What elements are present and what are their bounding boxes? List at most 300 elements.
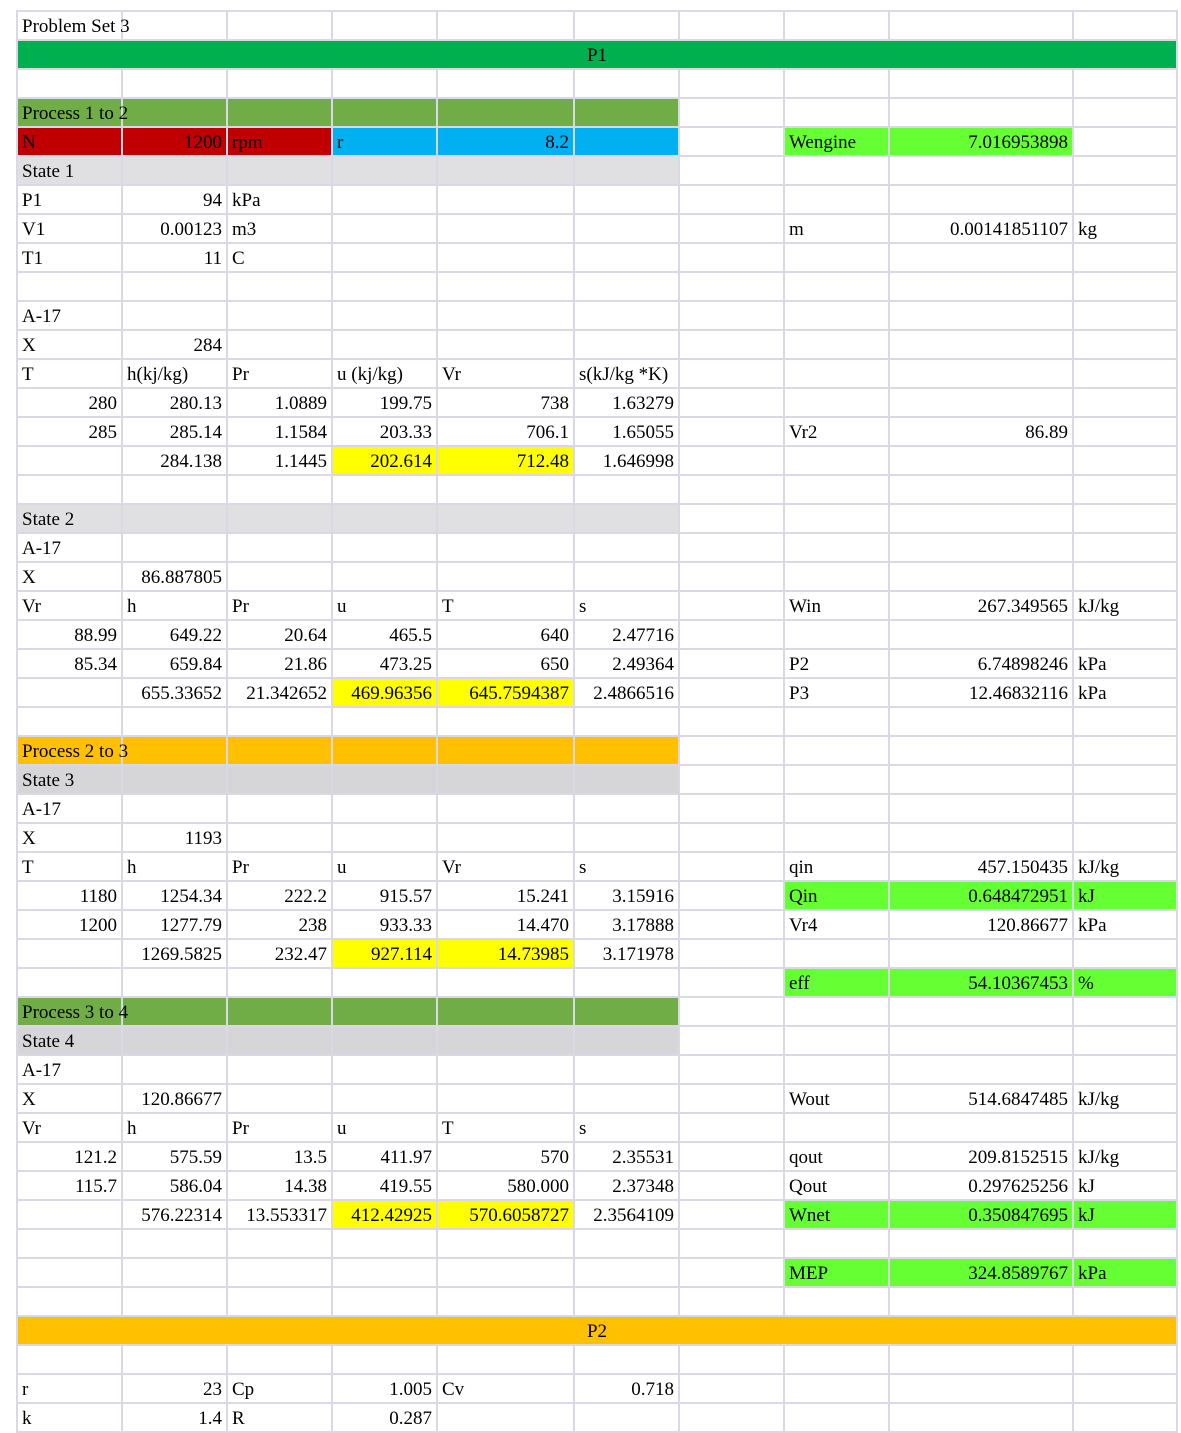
empty-cell[interactable]	[1073, 1113, 1177, 1142]
empty-cell[interactable]	[574, 127, 679, 156]
empty-cell[interactable]	[17, 707, 122, 736]
empty-cell[interactable]	[332, 301, 437, 330]
empty-cell[interactable]	[227, 156, 332, 185]
data-cell[interactable]: 738	[437, 388, 574, 417]
empty-cell[interactable]	[889, 185, 1073, 214]
empty-cell[interactable]	[1073, 388, 1177, 417]
wout-unit[interactable]: kJ/kg	[1073, 1084, 1177, 1113]
empty-cell[interactable]	[784, 1229, 889, 1258]
empty-cell[interactable]	[332, 1229, 437, 1258]
empty-cell[interactable]	[574, 243, 679, 272]
p1-unit[interactable]: kPa	[227, 185, 332, 214]
highlight-cell[interactable]: 712.48	[437, 446, 574, 475]
empty-cell[interactable]	[1073, 504, 1177, 533]
empty-cell[interactable]	[784, 98, 889, 127]
empty-cell[interactable]	[679, 504, 784, 533]
empty-cell[interactable]	[122, 997, 227, 1026]
empty-cell[interactable]	[889, 359, 1073, 388]
header-cell[interactable]: Vr	[437, 852, 574, 881]
empty-cell[interactable]	[227, 823, 332, 852]
data-cell[interactable]: 14.470	[437, 910, 574, 939]
empty-cell[interactable]	[437, 823, 574, 852]
empty-cell[interactable]	[889, 446, 1073, 475]
empty-cell[interactable]	[1073, 1026, 1177, 1055]
empty-cell[interactable]	[227, 1084, 332, 1113]
empty-cell[interactable]	[889, 243, 1073, 272]
empty-cell[interactable]	[17, 475, 122, 504]
k-value[interactable]: 1.4	[122, 1403, 227, 1432]
p1-label[interactable]: P1	[17, 185, 122, 214]
empty-cell[interactable]	[679, 1113, 784, 1142]
vr4-value[interactable]: 120.86677	[889, 910, 1073, 939]
empty-cell[interactable]	[122, 1026, 227, 1055]
data-cell[interactable]: 285	[17, 417, 122, 446]
empty-cell[interactable]	[227, 765, 332, 794]
cp-label[interactable]: Cp	[227, 1374, 332, 1403]
empty-cell[interactable]	[437, 1055, 574, 1084]
data-cell[interactable]: 115.7	[17, 1171, 122, 1200]
empty-cell[interactable]	[679, 1258, 784, 1287]
empty-cell[interactable]	[784, 446, 889, 475]
data-cell[interactable]: 1.646998	[574, 446, 679, 475]
empty-cell[interactable]	[122, 475, 227, 504]
header-cell[interactable]: T	[17, 359, 122, 388]
data-cell[interactable]: 3.171978	[574, 939, 679, 968]
empty-cell[interactable]	[784, 533, 889, 562]
empty-cell[interactable]	[437, 997, 574, 1026]
v1-label[interactable]: V1	[17, 214, 122, 243]
empty-cell[interactable]	[574, 330, 679, 359]
highlight-cell[interactable]: 202.614	[332, 446, 437, 475]
data-cell[interactable]: 284.138	[122, 446, 227, 475]
empty-cell[interactable]	[574, 736, 679, 765]
data-cell[interactable]: 649.22	[122, 620, 227, 649]
empty-cell[interactable]	[679, 620, 784, 649]
empty-cell[interactable]	[1073, 69, 1177, 98]
wnet-unit[interactable]: kJ	[1073, 1200, 1177, 1229]
cp-value[interactable]: 1.005	[332, 1374, 437, 1403]
empty-cell[interactable]	[679, 11, 784, 40]
x-value[interactable]: 86.887805	[122, 562, 227, 591]
empty-cell[interactable]	[889, 736, 1073, 765]
p2-header[interactable]: P2	[17, 1316, 1177, 1345]
header-cell[interactable]: u	[332, 591, 437, 620]
state-3-label[interactable]: State 3	[17, 765, 122, 794]
p2-value[interactable]: 6.74898246	[889, 649, 1073, 678]
data-cell[interactable]: 576.22314	[122, 1200, 227, 1229]
empty-cell[interactable]	[122, 98, 227, 127]
empty-cell[interactable]	[227, 997, 332, 1026]
sheet-title[interactable]: Problem Set 3	[17, 11, 122, 40]
empty-cell[interactable]	[574, 214, 679, 243]
empty-cell[interactable]	[437, 968, 574, 997]
empty-cell[interactable]	[227, 330, 332, 359]
empty-cell[interactable]	[437, 11, 574, 40]
empty-cell[interactable]	[437, 1229, 574, 1258]
empty-cell[interactable]	[122, 1258, 227, 1287]
empty-cell[interactable]	[784, 11, 889, 40]
empty-cell[interactable]	[574, 533, 679, 562]
empty-cell[interactable]	[437, 156, 574, 185]
vr4-label[interactable]: Vr4	[784, 910, 889, 939]
header-cell[interactable]: h(kj/kg)	[122, 359, 227, 388]
data-cell[interactable]: 203.33	[332, 417, 437, 446]
data-cell[interactable]: 21.86	[227, 649, 332, 678]
empty-cell[interactable]	[227, 69, 332, 98]
empty-cell[interactable]	[574, 98, 679, 127]
empty-cell[interactable]	[1073, 156, 1177, 185]
n-unit[interactable]: rpm	[227, 127, 332, 156]
header-cell[interactable]: h	[122, 1113, 227, 1142]
empty-cell[interactable]	[784, 1403, 889, 1432]
empty-cell[interactable]	[679, 475, 784, 504]
empty-cell[interactable]	[227, 1287, 332, 1316]
empty-cell[interactable]	[784, 156, 889, 185]
data-cell[interactable]: 1254.34	[122, 881, 227, 910]
qout-lower-unit[interactable]: kJ/kg	[1073, 1142, 1177, 1171]
empty-cell[interactable]	[574, 794, 679, 823]
data-cell[interactable]: 933.33	[332, 910, 437, 939]
empty-cell[interactable]	[1073, 707, 1177, 736]
empty-cell[interactable]	[679, 446, 784, 475]
empty-cell[interactable]	[679, 1200, 784, 1229]
m-unit[interactable]: kg	[1073, 214, 1177, 243]
empty-cell[interactable]	[227, 1229, 332, 1258]
header-cell[interactable]: u (kj/kg)	[332, 359, 437, 388]
empty-cell[interactable]	[574, 272, 679, 301]
empty-cell[interactable]	[679, 910, 784, 939]
highlight-cell[interactable]: 412.42925	[332, 1200, 437, 1229]
data-cell[interactable]: 465.5	[332, 620, 437, 649]
empty-cell[interactable]	[227, 794, 332, 823]
empty-cell[interactable]	[784, 736, 889, 765]
empty-cell[interactable]	[17, 272, 122, 301]
data-cell[interactable]: 3.17888	[574, 910, 679, 939]
empty-cell[interactable]	[679, 127, 784, 156]
n-label[interactable]: N	[17, 127, 122, 156]
empty-cell[interactable]	[17, 1345, 122, 1374]
empty-cell[interactable]	[784, 997, 889, 1026]
empty-cell[interactable]	[784, 388, 889, 417]
empty-cell[interactable]	[679, 823, 784, 852]
header-cell[interactable]: s	[574, 852, 679, 881]
empty-cell[interactable]	[332, 214, 437, 243]
empty-cell[interactable]	[1073, 794, 1177, 823]
r-label[interactable]: r	[332, 127, 437, 156]
empty-cell[interactable]	[332, 243, 437, 272]
empty-cell[interactable]	[332, 736, 437, 765]
empty-cell[interactable]	[889, 939, 1073, 968]
empty-cell[interactable]	[1073, 823, 1177, 852]
empty-cell[interactable]	[574, 1055, 679, 1084]
empty-cell[interactable]	[17, 446, 122, 475]
empty-cell[interactable]	[679, 881, 784, 910]
empty-cell[interactable]	[679, 1374, 784, 1403]
qout-value[interactable]: 0.297625256	[889, 1171, 1073, 1200]
empty-cell[interactable]	[1073, 127, 1177, 156]
empty-cell[interactable]	[679, 359, 784, 388]
empty-cell[interactable]	[437, 1287, 574, 1316]
qin-lower-label[interactable]: qin	[784, 852, 889, 881]
empty-cell[interactable]	[574, 765, 679, 794]
header-cell[interactable]: Pr	[227, 852, 332, 881]
empty-cell[interactable]	[227, 98, 332, 127]
cv-label[interactable]: Cv	[437, 1374, 574, 1403]
empty-cell[interactable]	[227, 533, 332, 562]
empty-cell[interactable]	[784, 1026, 889, 1055]
empty-cell[interactable]	[17, 1258, 122, 1287]
highlight-cell[interactable]: 645.7594387	[437, 678, 574, 707]
empty-cell[interactable]	[122, 1055, 227, 1084]
empty-cell[interactable]	[122, 301, 227, 330]
empty-cell[interactable]	[332, 272, 437, 301]
empty-cell[interactable]	[437, 272, 574, 301]
empty-cell[interactable]	[332, 794, 437, 823]
empty-cell[interactable]	[122, 69, 227, 98]
data-cell[interactable]: 1180	[17, 881, 122, 910]
empty-cell[interactable]	[332, 475, 437, 504]
data-cell[interactable]: 232.47	[227, 939, 332, 968]
empty-cell[interactable]	[574, 1258, 679, 1287]
qin-label[interactable]: Qin	[784, 881, 889, 910]
empty-cell[interactable]	[574, 504, 679, 533]
qout-unit[interactable]: kJ	[1073, 1171, 1177, 1200]
empty-cell[interactable]	[889, 98, 1073, 127]
data-cell[interactable]: 20.64	[227, 620, 332, 649]
empty-cell[interactable]	[679, 852, 784, 881]
data-cell[interactable]: 570	[437, 1142, 574, 1171]
wengine-label[interactable]: Wengine	[784, 127, 889, 156]
empty-cell[interactable]	[332, 330, 437, 359]
empty-cell[interactable]	[122, 272, 227, 301]
eff-unit[interactable]: %	[1073, 968, 1177, 997]
empty-cell[interactable]	[227, 1026, 332, 1055]
empty-cell[interactable]	[784, 620, 889, 649]
header-cell[interactable]: s	[574, 591, 679, 620]
header-cell[interactable]: Pr	[227, 1113, 332, 1142]
empty-cell[interactable]	[679, 1026, 784, 1055]
empty-cell[interactable]	[437, 1084, 574, 1113]
empty-cell[interactable]	[679, 765, 784, 794]
data-cell[interactable]: 13.5	[227, 1142, 332, 1171]
empty-cell[interactable]	[1073, 243, 1177, 272]
empty-cell[interactable]	[784, 272, 889, 301]
data-cell[interactable]: 706.1	[437, 417, 574, 446]
empty-cell[interactable]	[122, 1345, 227, 1374]
empty-cell[interactable]	[679, 1287, 784, 1316]
empty-cell[interactable]	[679, 794, 784, 823]
empty-cell[interactable]	[679, 562, 784, 591]
data-cell[interactable]: 640	[437, 620, 574, 649]
eff-label[interactable]: eff	[784, 968, 889, 997]
data-cell[interactable]: 2.4866516	[574, 678, 679, 707]
qin-lower-value[interactable]: 457.150435	[889, 852, 1073, 881]
empty-cell[interactable]	[437, 214, 574, 243]
empty-cell[interactable]	[1073, 301, 1177, 330]
empty-cell[interactable]	[1073, 620, 1177, 649]
cv-value[interactable]: 0.718	[574, 1374, 679, 1403]
empty-cell[interactable]	[437, 504, 574, 533]
data-cell[interactable]: 238	[227, 910, 332, 939]
empty-cell[interactable]	[122, 794, 227, 823]
empty-cell[interactable]	[889, 1026, 1073, 1055]
empty-cell[interactable]	[784, 69, 889, 98]
x-value[interactable]: 1193	[122, 823, 227, 852]
empty-cell[interactable]	[679, 1171, 784, 1200]
qout-lower-label[interactable]: qout	[784, 1142, 889, 1171]
data-cell[interactable]: 1.1445	[227, 446, 332, 475]
highlight-cell[interactable]: 469.96356	[332, 678, 437, 707]
empty-cell[interactable]	[1073, 765, 1177, 794]
win-value[interactable]: 267.349565	[889, 591, 1073, 620]
empty-cell[interactable]	[122, 707, 227, 736]
empty-cell[interactable]	[889, 388, 1073, 417]
empty-cell[interactable]	[889, 823, 1073, 852]
empty-cell[interactable]	[889, 272, 1073, 301]
empty-cell[interactable]	[784, 301, 889, 330]
empty-cell[interactable]	[784, 562, 889, 591]
empty-cell[interactable]	[784, 1113, 889, 1142]
empty-cell[interactable]	[784, 939, 889, 968]
empty-cell[interactable]	[679, 649, 784, 678]
empty-cell[interactable]	[1073, 11, 1177, 40]
data-cell[interactable]: 575.59	[122, 1142, 227, 1171]
empty-cell[interactable]	[332, 1084, 437, 1113]
empty-cell[interactable]	[227, 562, 332, 591]
empty-cell[interactable]	[332, 98, 437, 127]
empty-cell[interactable]	[17, 968, 122, 997]
data-cell[interactable]: 222.2	[227, 881, 332, 910]
p3-unit[interactable]: kPa	[1073, 678, 1177, 707]
empty-cell[interactable]	[227, 707, 332, 736]
header-cell[interactable]: h	[122, 591, 227, 620]
data-cell[interactable]: 1.1584	[227, 417, 332, 446]
table-label[interactable]: A-17	[17, 533, 122, 562]
empty-cell[interactable]	[1073, 939, 1177, 968]
p3-label[interactable]: P3	[784, 678, 889, 707]
qin-lower-unit[interactable]: kJ/kg	[1073, 852, 1177, 881]
empty-cell[interactable]	[574, 156, 679, 185]
empty-cell[interactable]	[437, 69, 574, 98]
empty-cell[interactable]	[122, 1287, 227, 1316]
empty-cell[interactable]	[437, 1403, 574, 1432]
empty-cell[interactable]	[574, 968, 679, 997]
empty-cell[interactable]	[437, 1258, 574, 1287]
empty-cell[interactable]	[227, 272, 332, 301]
empty-cell[interactable]	[679, 214, 784, 243]
empty-cell[interactable]	[574, 185, 679, 214]
empty-cell[interactable]	[17, 1200, 122, 1229]
wout-label[interactable]: Wout	[784, 1084, 889, 1113]
empty-cell[interactable]	[679, 272, 784, 301]
empty-cell[interactable]	[889, 1374, 1073, 1403]
empty-cell[interactable]	[227, 11, 332, 40]
r-value[interactable]: 8.2	[437, 127, 574, 156]
empty-cell[interactable]	[889, 1113, 1073, 1142]
empty-cell[interactable]	[1073, 446, 1177, 475]
data-cell[interactable]: 280	[17, 388, 122, 417]
empty-cell[interactable]	[784, 823, 889, 852]
empty-cell[interactable]	[17, 678, 122, 707]
empty-cell[interactable]	[889, 562, 1073, 591]
qin-value[interactable]: 0.648472951	[889, 881, 1073, 910]
empty-cell[interactable]	[437, 562, 574, 591]
empty-cell[interactable]	[784, 794, 889, 823]
x-label[interactable]: X	[17, 330, 122, 359]
empty-cell[interactable]	[679, 388, 784, 417]
empty-cell[interactable]	[1073, 475, 1177, 504]
header-cell[interactable]: Pr	[227, 359, 332, 388]
empty-cell[interactable]	[227, 736, 332, 765]
empty-cell[interactable]	[679, 98, 784, 127]
x-label[interactable]: X	[17, 823, 122, 852]
qout-lower-value[interactable]: 209.8152515	[889, 1142, 1073, 1171]
empty-cell[interactable]	[437, 98, 574, 127]
data-cell[interactable]: 14.38	[227, 1171, 332, 1200]
data-cell[interactable]: 1269.5825	[122, 939, 227, 968]
empty-cell[interactable]	[574, 823, 679, 852]
empty-cell[interactable]	[332, 1055, 437, 1084]
header-cell[interactable]: T	[437, 1113, 574, 1142]
empty-cell[interactable]	[227, 1055, 332, 1084]
empty-cell[interactable]	[227, 968, 332, 997]
wnet-label[interactable]: Wnet	[784, 1200, 889, 1229]
data-cell[interactable]: 121.2	[17, 1142, 122, 1171]
process-3-4-label[interactable]: Process 3 to 4	[17, 997, 122, 1026]
empty-cell[interactable]	[679, 591, 784, 620]
empty-cell[interactable]	[1073, 562, 1177, 591]
header-cell[interactable]: s(kJ/kg *K)	[574, 359, 679, 388]
win-unit[interactable]: kJ/kg	[1073, 591, 1177, 620]
process-1-2-label[interactable]: Process 1 to 2	[17, 98, 122, 127]
empty-cell[interactable]	[889, 620, 1073, 649]
empty-cell[interactable]	[332, 156, 437, 185]
header-cell[interactable]: Vr	[17, 1113, 122, 1142]
x-value[interactable]: 120.86677	[122, 1084, 227, 1113]
empty-cell[interactable]	[889, 156, 1073, 185]
empty-cell[interactable]	[784, 475, 889, 504]
empty-cell[interactable]	[889, 1403, 1073, 1432]
empty-cell[interactable]	[889, 1055, 1073, 1084]
empty-cell[interactable]	[332, 185, 437, 214]
empty-cell[interactable]	[679, 968, 784, 997]
data-cell[interactable]: 2.47716	[574, 620, 679, 649]
table-label[interactable]: A-17	[17, 1055, 122, 1084]
highlight-cell[interactable]: 927.114	[332, 939, 437, 968]
empty-cell[interactable]	[1073, 997, 1177, 1026]
empty-cell[interactable]	[679, 69, 784, 98]
empty-cell[interactable]	[227, 475, 332, 504]
empty-cell[interactable]	[437, 301, 574, 330]
empty-cell[interactable]	[122, 968, 227, 997]
data-cell[interactable]: 285.14	[122, 417, 227, 446]
empty-cell[interactable]	[679, 1084, 784, 1113]
empty-cell[interactable]	[1073, 1374, 1177, 1403]
empty-cell[interactable]	[889, 1345, 1073, 1374]
empty-cell[interactable]	[227, 1345, 332, 1374]
empty-cell[interactable]	[889, 1287, 1073, 1316]
empty-cell[interactable]	[1073, 1287, 1177, 1316]
mep-value[interactable]: 324.8589767	[889, 1258, 1073, 1287]
empty-cell[interactable]	[437, 330, 574, 359]
empty-cell[interactable]	[1073, 359, 1177, 388]
data-cell[interactable]: 586.04	[122, 1171, 227, 1200]
empty-cell[interactable]	[679, 417, 784, 446]
empty-cell[interactable]	[437, 475, 574, 504]
empty-cell[interactable]	[122, 156, 227, 185]
header-cell[interactable]: h	[122, 852, 227, 881]
header-cell[interactable]: u	[332, 1113, 437, 1142]
